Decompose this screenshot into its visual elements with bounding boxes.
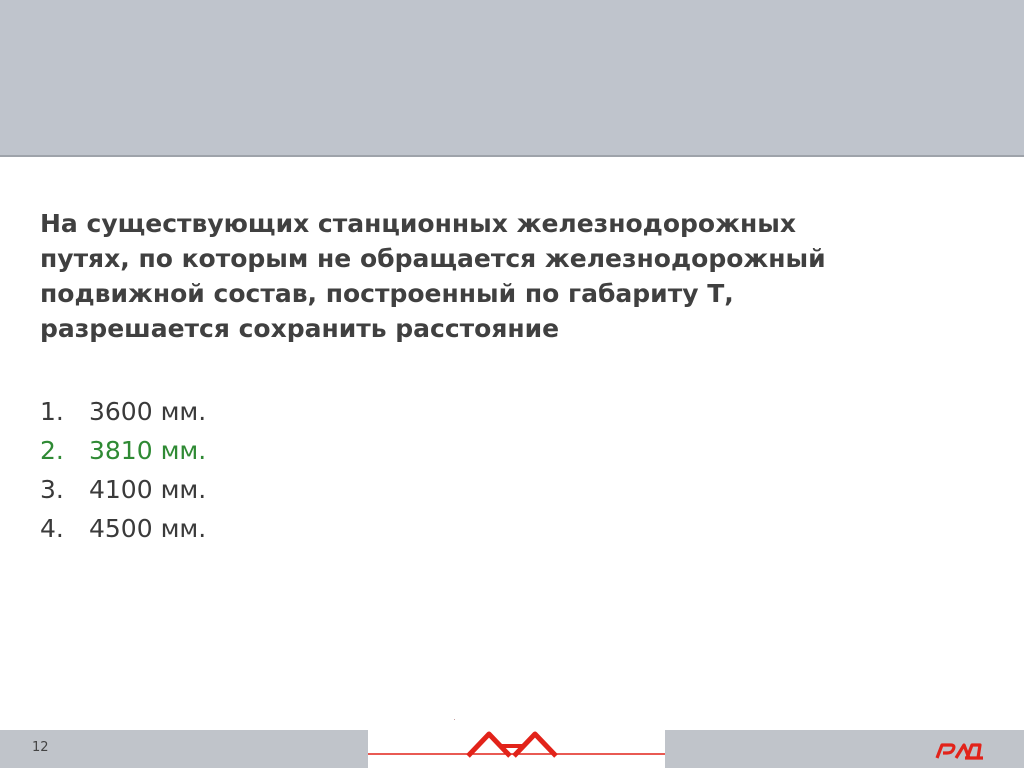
answer-number: 3.: [40, 475, 64, 504]
header-band: [0, 0, 1024, 157]
footer-left-band: [0, 730, 368, 768]
ladder-arch-logo-icon: [368, 718, 665, 768]
answer-option-3[interactable]: [40, 470, 206, 509]
page-number: 12: [32, 740, 49, 755]
question-line: подвижной состав, построенный по габариту Т,: [40, 279, 734, 308]
answer-text: 3810 мм.: [89, 436, 207, 465]
answer-number: 2.: [40, 436, 64, 465]
question-line: На существующих станционных железнодорожных: [40, 209, 796, 238]
question-line: разрешается сохранить расстояние: [40, 314, 560, 343]
answer-option-4[interactable]: [40, 509, 206, 548]
answer-text: 3600 мм.: [89, 397, 207, 426]
answer-option-2[interactable]: [40, 431, 206, 470]
question-text: [40, 206, 960, 346]
rzd-logo-icon: [934, 738, 986, 760]
answer-text: 4100 мм.: [89, 475, 207, 504]
answer-number: 4.: [40, 514, 64, 543]
answer-number: 1.: [40, 397, 64, 426]
answer-text: 4500 мм.: [89, 514, 207, 543]
question-line: путях, по которым не обращается железнодорожный: [40, 244, 826, 273]
answer-list: [40, 392, 206, 548]
answer-option-1[interactable]: [40, 392, 206, 431]
